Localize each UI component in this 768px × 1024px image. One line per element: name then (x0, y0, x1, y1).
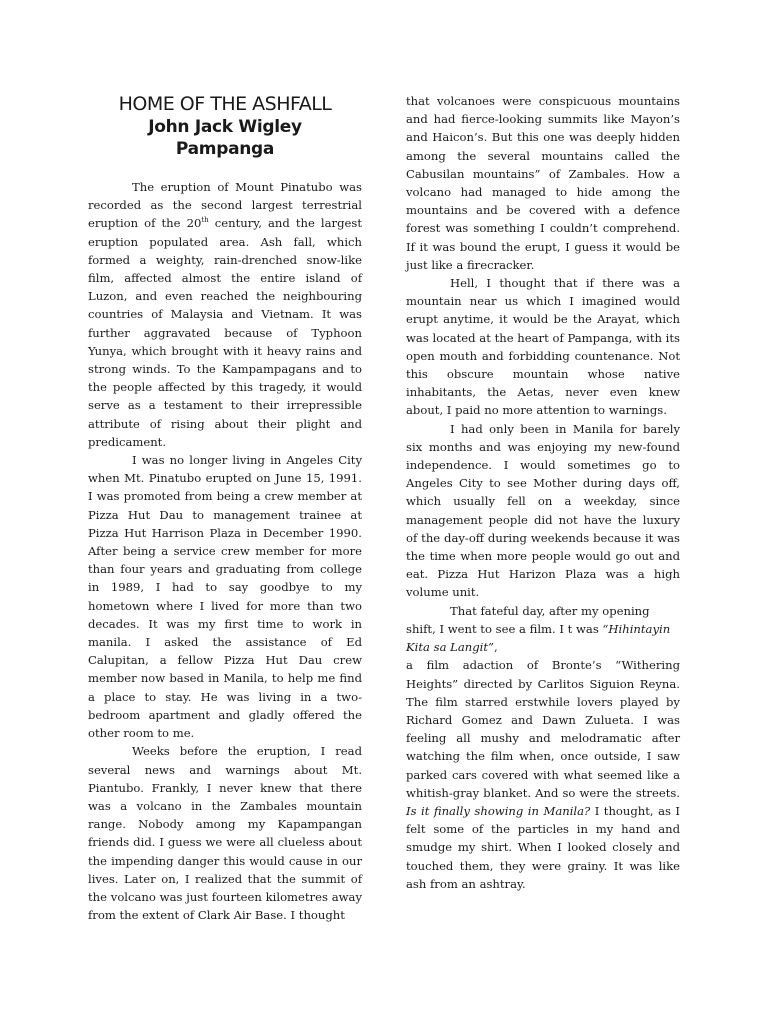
italic-thought: Is it finally showing in Manila? (406, 803, 591, 818)
right-column (406, 92, 680, 893)
author-place: Pampanga (175, 139, 275, 159)
paragraph: that volcanoes were conspicuous mountains and had fierce-looking summits like Mayon’s and Haicon’s. But this one was deeply hidden among the several mountains called the Cabusilan mountains” of Zambales. How a volcano had managed to hide among the mountains and be covered with a defence forest was something I couldn’t comprehend. If it was bound the erupt, I guess it would be just like a firecracker. (406, 94, 680, 272)
paragraph (406, 602, 680, 657)
paragraph (88, 178, 362, 451)
superscript: th (201, 216, 209, 225)
paragraph: I had only been in Manila for barely six months and was enjoying my new-found independence. I would sometimes go to Angeles City to see Mother during days off, which usually fell on a weekday, since management people did not have the luxury of the day-off during weekends because it was the time when more people would go out and eat. Pizza Hut Harizon Plaza was a high volume unit. (406, 421, 680, 600)
page-title: HOME OF THE ASHFALL (118, 93, 332, 115)
paragraph-text: That fateful day, after my opening shift, I went to see a film. I t was (406, 603, 650, 636)
paragraph: Hell, I thought that if there was a mountain near us which I imagined would erupt anytime, it would be the Arayat, which was located at the heart of Pampanga, with its open mouth and forbidding countenance. Not this obscure mountain whose native inhabitants, the Aetas, never even knew about, I paid no more attention to warnings. (406, 276, 680, 418)
film-title: “Hihintayin Kita sa Langit” (406, 621, 671, 655)
author-name: John Jack Wigley (148, 117, 302, 137)
paragraph-text: a film adaction of Bronte’s “Withering Heights” directed by Carlitos Siguion Reyna. The film starred erstwhile lovers played by Richard Gomez and Dawn Zulueta. I was feeling all mushy and melodramatic after watching the film when, once outside, I saw parked cars covered with what seemed like a whitish-gray blanket. And so were the streets. (406, 658, 680, 800)
paragraph: I was no longer living in Angeles City when Mt. Pinatubo erupted on June 15, 1991. I was promoted from being a crew member at Pizza Hut Dau to management trainee at Pizza Hut Harrison Plaza in December 1990. After being a service crew member for more than four years and graduating from college in 1989, I had to say goodbye to my hometown where I lived for more than two decades. It was my first time to work in manila. I asked the assistance of Ed Calupitan, a fellow Pizza Hut Dau crew member now based in Manila, to help me find a place to stay. He was living in a two-bedroom apartment and gladly offered the other room to me. (88, 453, 362, 741)
paragraph: Weeks before the eruption, I read several news and warnings about Mt. Piantubo. Frankly, I never knew that there was a volcano in the Zambales mountain range. Nobody among my Kapampangan friends did. I guess we were all clueless about the impending danger this would cause in our lives. Later on, I realized that the summit of the volcano was just fourteen kilometres away from the extent of Clark Air Base. I thought (88, 744, 362, 923)
left-column (88, 92, 362, 924)
paragraph-text: I thought, as I felt some of the particles in my hand and smudge my shirt. When I looked closely and touched them, they were grainy. It was like ash from an ashtray. (406, 803, 680, 891)
paragraph (406, 656, 680, 893)
paragraph-text: century, and the largest eruption populated area. Ash fall, which formed a weighty, rain-drenched snow-like film, affected almost the entire island of Luzon, and even reached the neighbouring countries of Malaysia and Vietnam. It was further aggravated because of Typhoon Yunya, which brought with it heavy rains and strong winds. To the Kampampagans and to the people affected by this tragedy, it would serve as a testament to their irrepressible attribute of rising about their plight and predicament. (88, 216, 362, 449)
paragraph-text: The eruption of Mount Pinatubo was recorded as the second largest terrestrial eruption of the 20 (88, 180, 362, 231)
paragraph-text: , (493, 640, 498, 655)
title-block (88, 92, 362, 160)
